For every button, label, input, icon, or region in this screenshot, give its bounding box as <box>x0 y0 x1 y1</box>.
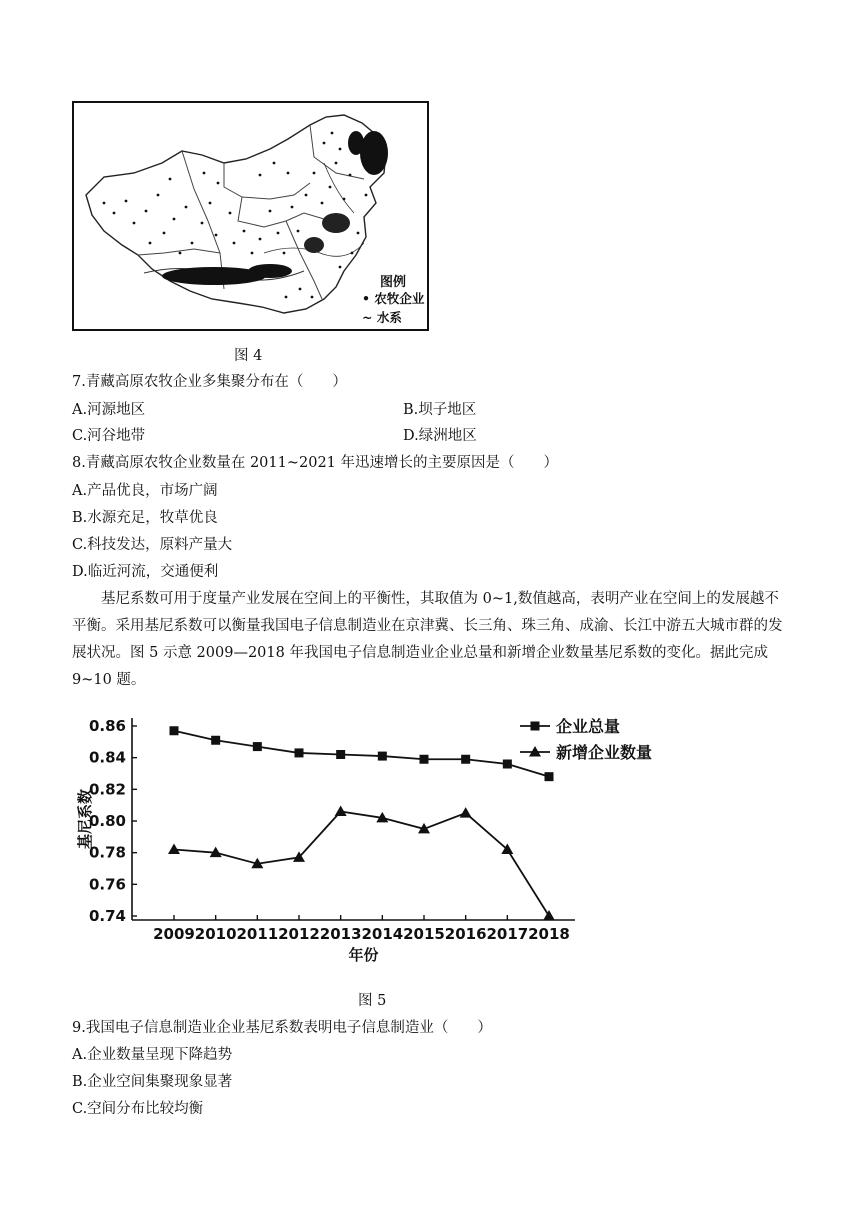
data-point-new <box>460 807 472 818</box>
question-8-option-a: A.产品优良，市场广阔 <box>72 483 218 499</box>
question-7-stem: 7.青藏高原农牧企业多集聚分布在（ ） <box>72 374 347 390</box>
data-point-total <box>295 748 304 757</box>
x-axis-title: 年份 <box>348 946 379 964</box>
figure-4-caption: 图 4 <box>234 348 263 364</box>
question-9-option-c: C.空间分布比较均衡 <box>72 1101 204 1117</box>
x-tick-label: 2013 <box>319 925 362 943</box>
data-point-new <box>168 844 180 855</box>
question-7-option-a: A.河源地区 <box>72 402 146 418</box>
data-point-new <box>543 910 555 921</box>
x-tick-label: 2014 <box>361 925 404 943</box>
legend-marker <box>531 722 540 731</box>
question-7-option-c: C.河谷地带 <box>72 428 146 444</box>
y-tick-label: 0.80 <box>88 812 126 830</box>
gini-line-chart <box>76 704 680 994</box>
data-point-total <box>336 750 345 759</box>
data-point-total <box>253 742 262 751</box>
y-tick-label: 0.76 <box>88 875 126 894</box>
question-9-option-b: B.企业空间集聚现象显著 <box>72 1074 233 1090</box>
y-tick-label: 0.78 <box>88 843 126 862</box>
x-tick-label: 2016 <box>444 925 487 943</box>
passage-gini: 基尼系数可用于度量产业发展在空间上的平衡性，其取值为 0~1,数值越高，表明产业在空间上的发展越不平衡。采用基尼系数可以衡量我国电子信息制造业在京津冀、长三角、珠三角、成渝、长江中游五大城市群的发展状况。图 5 示意 2009—2018 年我国电子信息制造业企业总量和新增企业数量基尼系数的变化。据此完成 9~10 题。 <box>72 591 783 688</box>
y-axis-title: 基尼系数 <box>76 788 94 850</box>
data-point-total <box>545 772 554 781</box>
legend-item-enterprise <box>362 289 424 307</box>
question-8-stem: 8.青藏高原农牧企业数量在 2011~2021 年迅速增长的主要原因是（ ） <box>72 455 559 471</box>
legend-label-enterprise: 农牧企业 <box>374 291 425 306</box>
x-tick-label: 2009 <box>153 925 195 943</box>
x-tick-label: 2018 <box>528 925 570 943</box>
x-tick-label: 2015 <box>403 925 445 943</box>
series-line-new <box>174 812 549 917</box>
legend-label-water: 水系 <box>376 310 402 325</box>
question-9-stem: 9.我国电子信息制造业企业基尼系数表明电子信息制造业（ ） <box>72 1020 492 1036</box>
river-symbol-icon: ~ <box>362 310 373 325</box>
y-tick-label: 0.86 <box>88 717 126 735</box>
x-tick-label: 2017 <box>486 925 529 943</box>
map-figure-4 <box>72 101 429 331</box>
data-point-total <box>170 726 179 735</box>
figure-5-caption: 图 5 <box>358 993 387 1009</box>
x-tick-label: 2011 <box>236 925 279 943</box>
legend-title: 图例 <box>380 275 407 290</box>
y-tick-label: 0.84 <box>88 748 126 767</box>
question-7-option-d: D.绿洲地区 <box>403 428 477 444</box>
data-point-total <box>420 755 429 764</box>
legend-item-water <box>362 308 402 326</box>
dot-symbol-icon: • <box>362 291 370 306</box>
x-tick-label: 2012 <box>278 925 320 943</box>
legend-label: 新增企业数量 <box>556 743 653 762</box>
question-9-option-a: A.企业数量呈现下降趋势 <box>72 1047 233 1063</box>
data-point-total <box>211 736 220 745</box>
y-tick-label: 0.74 <box>88 907 126 925</box>
data-point-total <box>503 760 512 769</box>
question-8-option-c: C.科技发达，原料产量大 <box>72 537 233 553</box>
y-tick-label: 0.82 <box>88 780 126 799</box>
question-8-option-d: D.临近河流，交通便利 <box>72 564 219 580</box>
data-point-new <box>335 806 347 817</box>
x-tick-label: 2010 <box>194 925 237 943</box>
question-7-option-b: B.坝子地区 <box>403 402 477 418</box>
data-point-total <box>461 755 470 764</box>
question-8-option-b: B.水源充足，牧草优良 <box>72 510 218 526</box>
legend-label: 企业总量 <box>556 717 621 736</box>
series-line-total <box>174 731 549 777</box>
chart-figure-5 <box>76 704 680 994</box>
data-point-total <box>378 752 387 761</box>
